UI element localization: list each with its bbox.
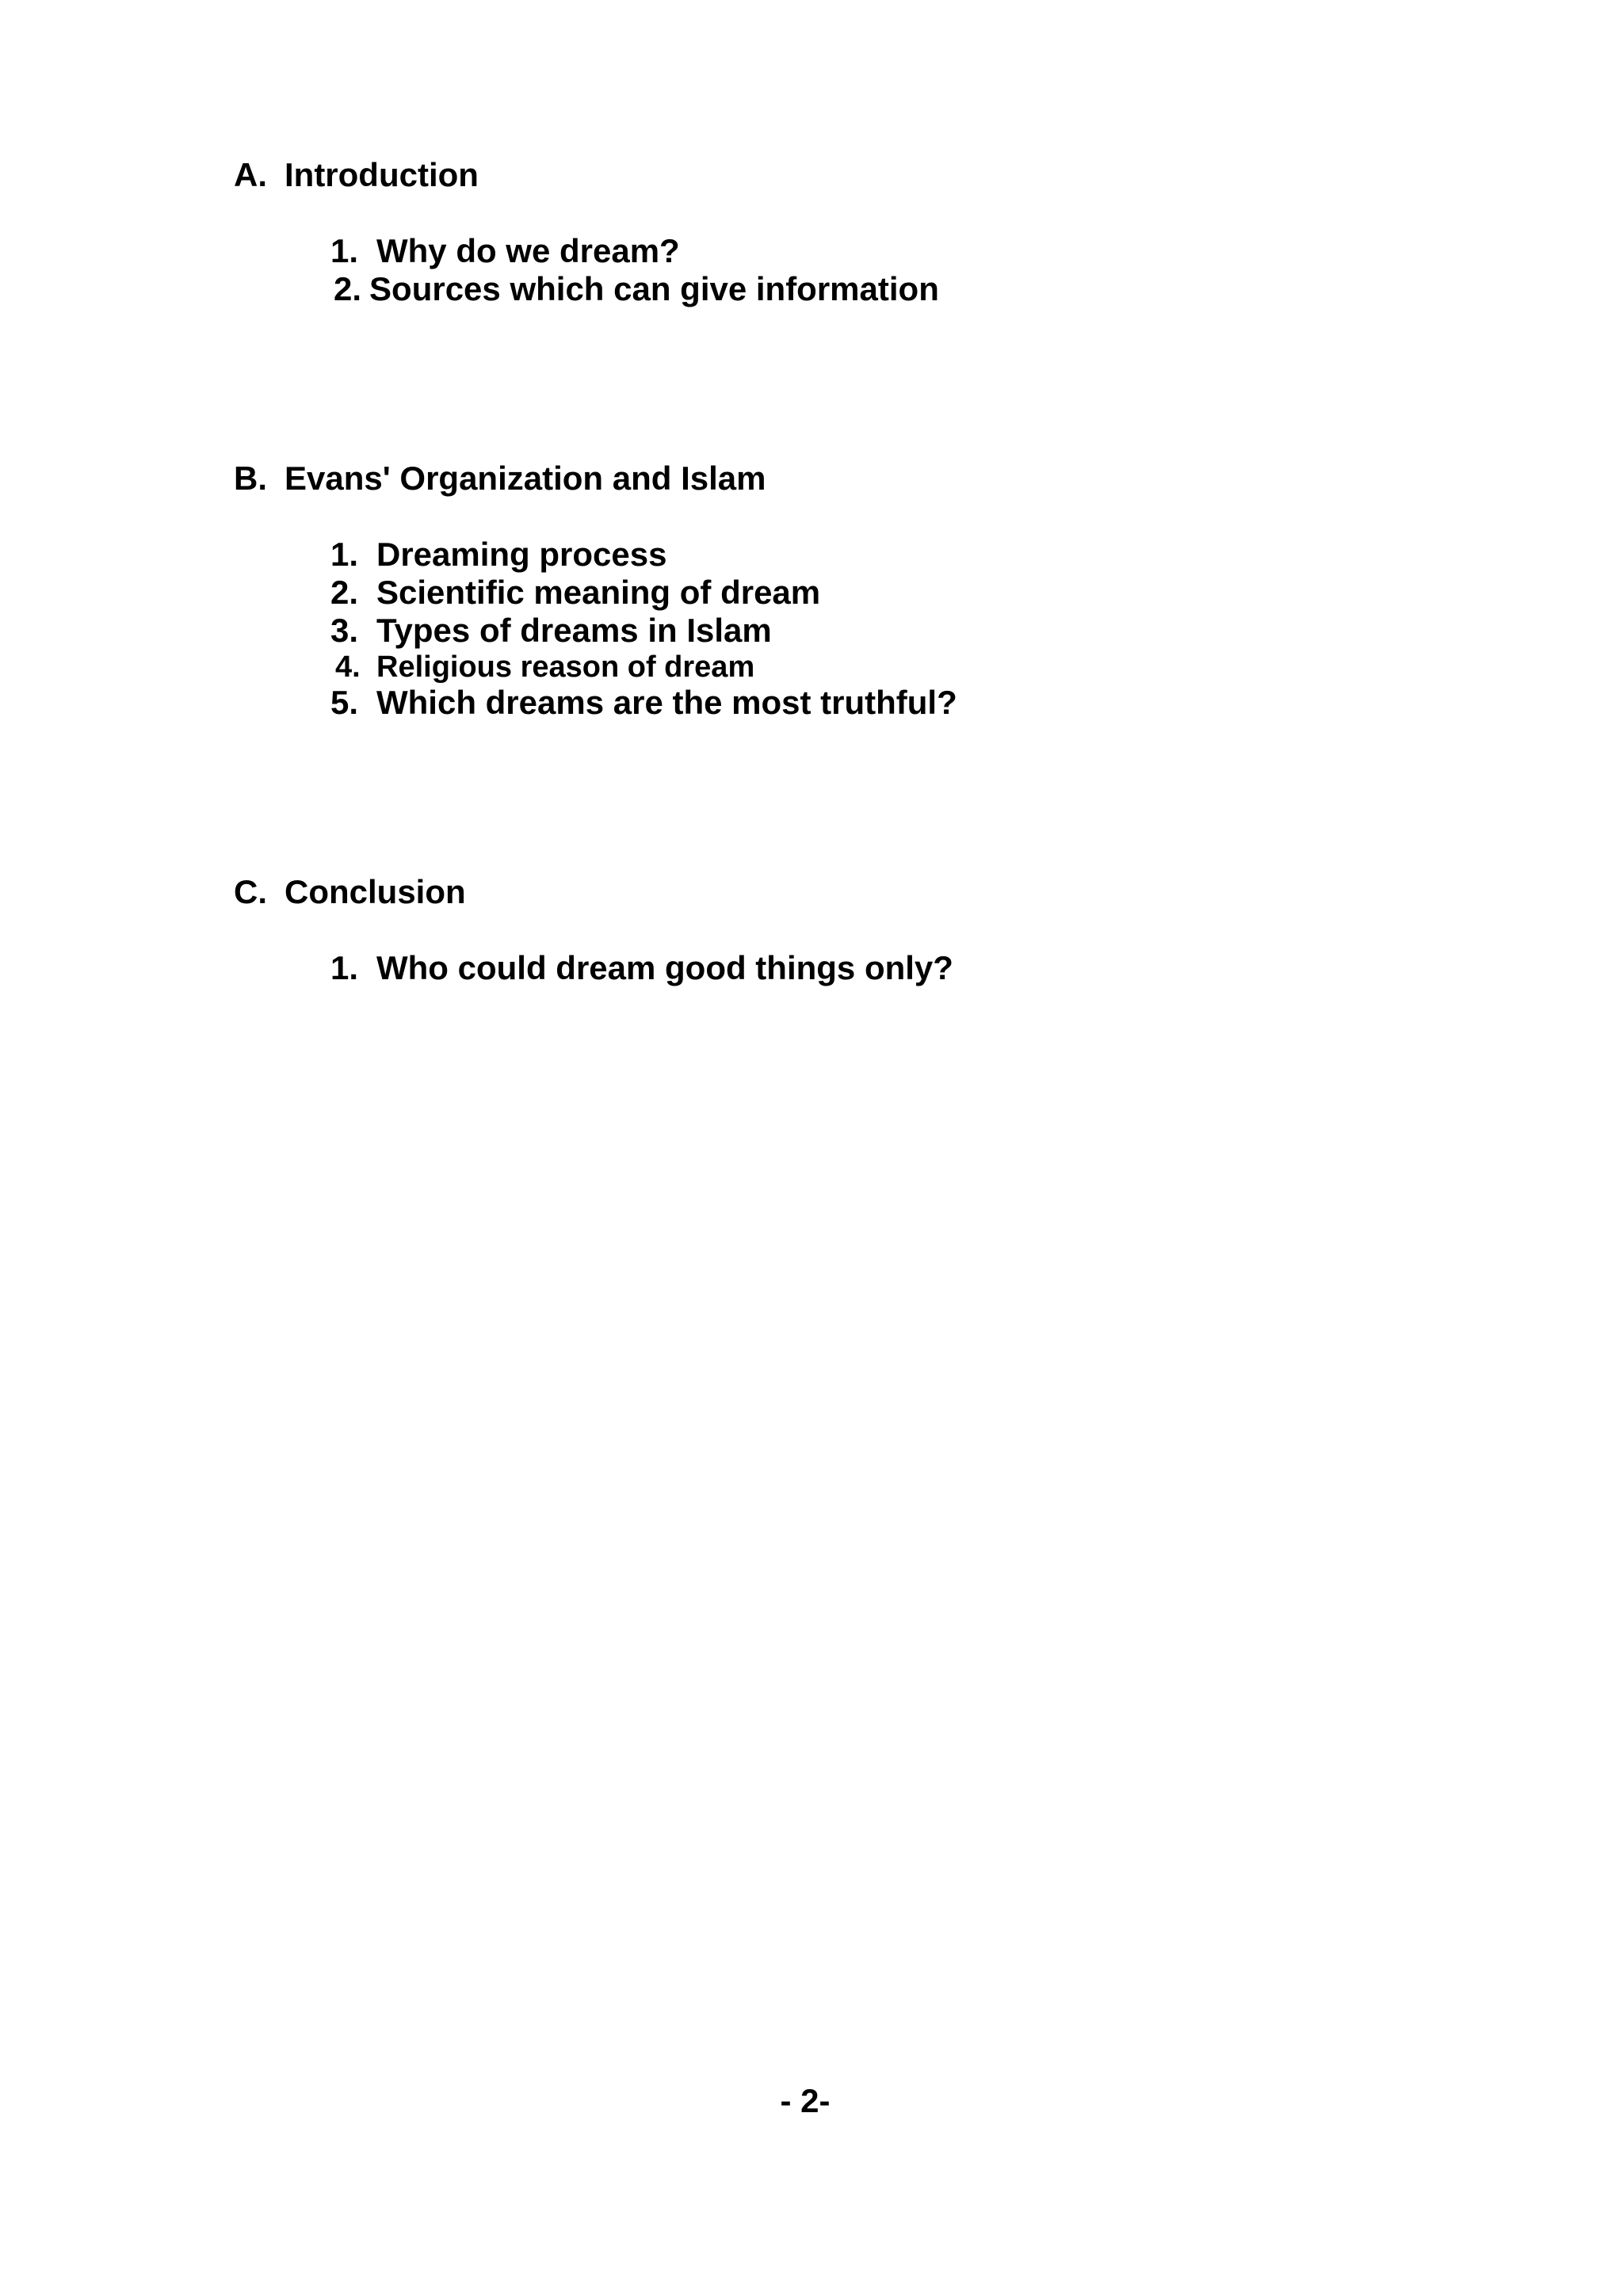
list-item [334,269,939,309]
section-title: Conclusion [285,873,466,910]
list-item-number: 1. [330,949,359,986]
list-item [330,573,820,612]
list-item-number: 1. [330,232,359,269]
section-letter: B. [234,460,267,497]
list-item-text: Sources which can give information [369,270,939,307]
list-item [330,231,680,271]
list-item-text: Religious reason of dream [376,650,755,684]
list-item-number: 5. [330,684,359,721]
list-item-number: 3. [330,612,359,649]
list-item [335,650,754,685]
list-item-text: Why do we dream? [376,232,680,269]
section-heading-conclusion [234,872,466,912]
list-item-text: Types of dreams in Islam [376,612,772,649]
list-item [330,948,953,988]
list-item-number: 2. [334,270,362,307]
list-item-number: 1. [330,536,359,573]
list-item-text: Who could dream good things only? [376,949,953,986]
list-item [330,683,957,723]
section-title: Introduction [285,156,479,193]
page-number: - 2- [780,2082,831,2119]
section-letter: A. [234,156,267,193]
section-letter: C. [234,873,267,910]
section-heading-evans-organization [234,459,766,498]
list-item-text: Scientific meaning of dream [376,574,821,611]
section-title: Evans' Organization and Islam [285,460,766,497]
list-item [330,611,772,650]
list-item [330,535,666,574]
list-item-number: 2. [330,574,359,611]
list-item-text: Which dreams are the most truthful? [376,684,957,721]
list-item-number: 4. [335,650,361,684]
list-item-text: Dreaming process [376,536,667,573]
section-heading-introduction [234,155,479,195]
